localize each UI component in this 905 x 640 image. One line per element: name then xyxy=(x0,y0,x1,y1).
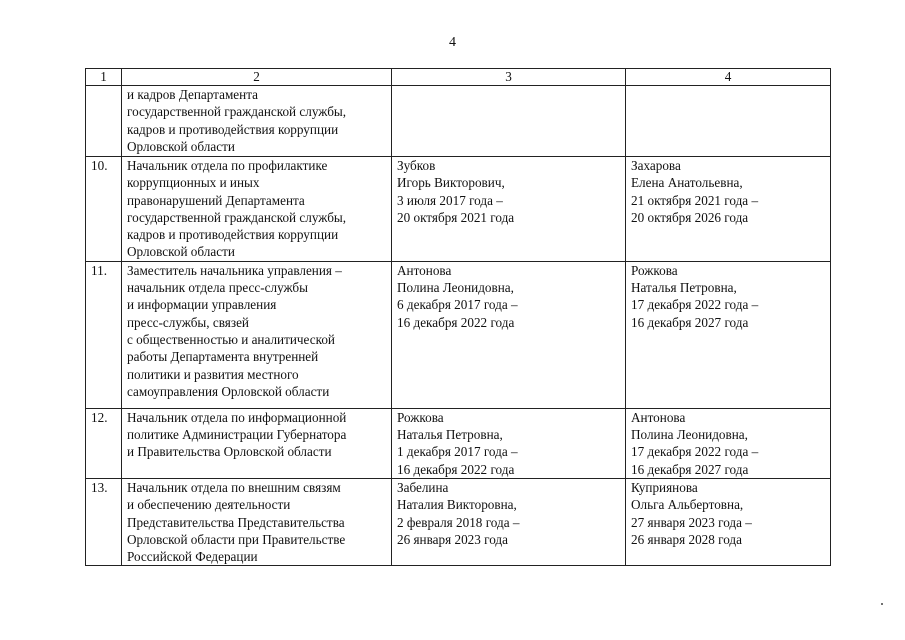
header-col-2: 2 xyxy=(122,69,392,86)
position-line: Представительства Представительства xyxy=(127,514,345,530)
current-holder-line: Забелина xyxy=(397,479,449,495)
table-row xyxy=(86,478,831,565)
current-holder-line: 16 декабря 2022 года xyxy=(397,314,515,330)
current-holder-cell xyxy=(392,408,626,478)
page-number: 4 xyxy=(449,35,456,50)
position-line: Начальник отдела по внешним связям xyxy=(127,479,341,495)
next-holder-cell xyxy=(626,408,831,478)
table-row xyxy=(86,86,831,157)
position-line: политике Администрации Губернатора xyxy=(127,427,347,443)
current-holder-cell xyxy=(392,157,626,262)
next-holder-line: Рожкова xyxy=(631,262,678,278)
position-line: Российской Федерации xyxy=(127,549,258,565)
next-holder-cell xyxy=(626,261,831,408)
position-line: и Правительства Орловской области xyxy=(127,444,332,460)
next-holder-line: 17 декабря 2022 года – xyxy=(631,444,759,460)
position-cell xyxy=(122,157,392,262)
next-holder-line: Антонова xyxy=(631,409,686,425)
position-cell xyxy=(122,478,392,565)
current-holder-line: 1 декабря 2017 года – xyxy=(397,444,518,460)
table-header-row xyxy=(86,69,831,86)
row-number: 13. xyxy=(86,478,122,565)
current-holder-line: Зубков xyxy=(397,158,436,173)
position-line: государственной гражданской службы, xyxy=(127,104,347,120)
table-row xyxy=(86,157,831,262)
row-number: 10. xyxy=(86,157,122,262)
row-number: 12. xyxy=(86,408,122,478)
position-cell xyxy=(122,86,392,157)
current-holder-cell xyxy=(392,478,626,565)
position-cell xyxy=(122,408,392,478)
next-holder-line: Куприянова xyxy=(631,479,698,495)
current-holder-line: 3 июля 2017 года – xyxy=(397,192,503,208)
next-holder-line: 21 октября 2021 года – xyxy=(631,192,759,208)
row-number xyxy=(86,86,122,157)
position-line: кадров и противодействия коррупции xyxy=(127,227,339,243)
current-holder-line: 20 октября 2021 года xyxy=(397,209,515,225)
position-line: начальник отдела пресс-службы xyxy=(127,280,308,296)
current-holder-line: 16 декабря 2022 года xyxy=(397,461,515,477)
table-body xyxy=(86,86,831,566)
position-line: Орловской области при Правительстве xyxy=(127,531,346,547)
current-holder-line: Полина Леонидовна, xyxy=(397,280,514,296)
position-line: Начальник отдела по информационной xyxy=(127,409,347,425)
next-holder-line: 16 декабря 2027 года xyxy=(631,314,749,330)
next-holder-line: 26 января 2028 года xyxy=(631,531,742,547)
position-cell xyxy=(122,261,392,408)
current-holder-cell xyxy=(392,261,626,408)
current-holder-line: Наталья Петровна, xyxy=(397,427,503,443)
position-line: Орловской области xyxy=(127,244,235,260)
next-holder-line: Елена Анатольевна, xyxy=(631,175,743,191)
position-line: работы Департамента внутренней xyxy=(127,349,319,365)
position-line: коррупционных и иных xyxy=(127,175,260,191)
next-holder-line: Захарова xyxy=(631,158,681,173)
header-col-3: 3 xyxy=(392,69,626,86)
next-holder-cell xyxy=(626,157,831,262)
position-line: правонарушений Департамента xyxy=(127,192,305,208)
position-line: Заместитель начальника управления – xyxy=(127,262,342,278)
current-holder-line: 26 января 2023 года xyxy=(397,531,508,547)
table-row xyxy=(86,261,831,408)
current-holder-cell xyxy=(392,86,626,157)
position-line: и информации управления xyxy=(127,297,277,313)
table-row xyxy=(86,408,831,478)
header-col-1: 1 xyxy=(86,69,122,86)
position-line: с общественностью и аналитической xyxy=(127,331,335,347)
current-holder-line: 2 февраля 2018 года – xyxy=(397,514,520,530)
appointments-table xyxy=(85,68,831,566)
next-holder-line: Наталья Петровна, xyxy=(631,280,737,296)
row-number: 11. xyxy=(86,261,122,408)
position-line: самоуправления Орловской области xyxy=(127,383,330,399)
position-line: пресс-службы, связей xyxy=(127,314,249,330)
header-col-4: 4 xyxy=(626,69,831,86)
position-line: политики и развития местного xyxy=(127,366,299,382)
current-holder-line: Игорь Викторович, xyxy=(397,175,505,191)
position-line: и кадров Департамента xyxy=(127,87,258,102)
position-line: Орловской области xyxy=(127,138,235,154)
next-holder-line: 17 декабря 2022 года – xyxy=(631,297,759,313)
scan-speck xyxy=(881,603,883,605)
position-line: кадров и противодействия коррупции xyxy=(127,121,339,137)
current-holder-line: 6 декабря 2017 года – xyxy=(397,297,518,313)
next-holder-line: 27 января 2023 года – xyxy=(631,514,752,530)
next-holder-cell xyxy=(626,478,831,565)
position-line: государственной гражданской службы, xyxy=(127,209,347,225)
position-line: Начальник отдела по профилактике xyxy=(127,158,328,173)
next-holder-line: 20 октября 2026 года xyxy=(631,209,749,225)
next-holder-line: Полина Леонидовна, xyxy=(631,427,748,443)
position-line: и обеспечению деятельности xyxy=(127,497,291,513)
current-holder-line: Наталия Викторовна, xyxy=(397,497,517,513)
current-holder-line: Рожкова xyxy=(397,409,444,425)
next-holder-cell xyxy=(626,86,831,157)
next-holder-line: 16 декабря 2027 года xyxy=(631,461,749,477)
next-holder-line: Ольга Альбертовна, xyxy=(631,497,744,513)
current-holder-line: Антонова xyxy=(397,262,452,278)
